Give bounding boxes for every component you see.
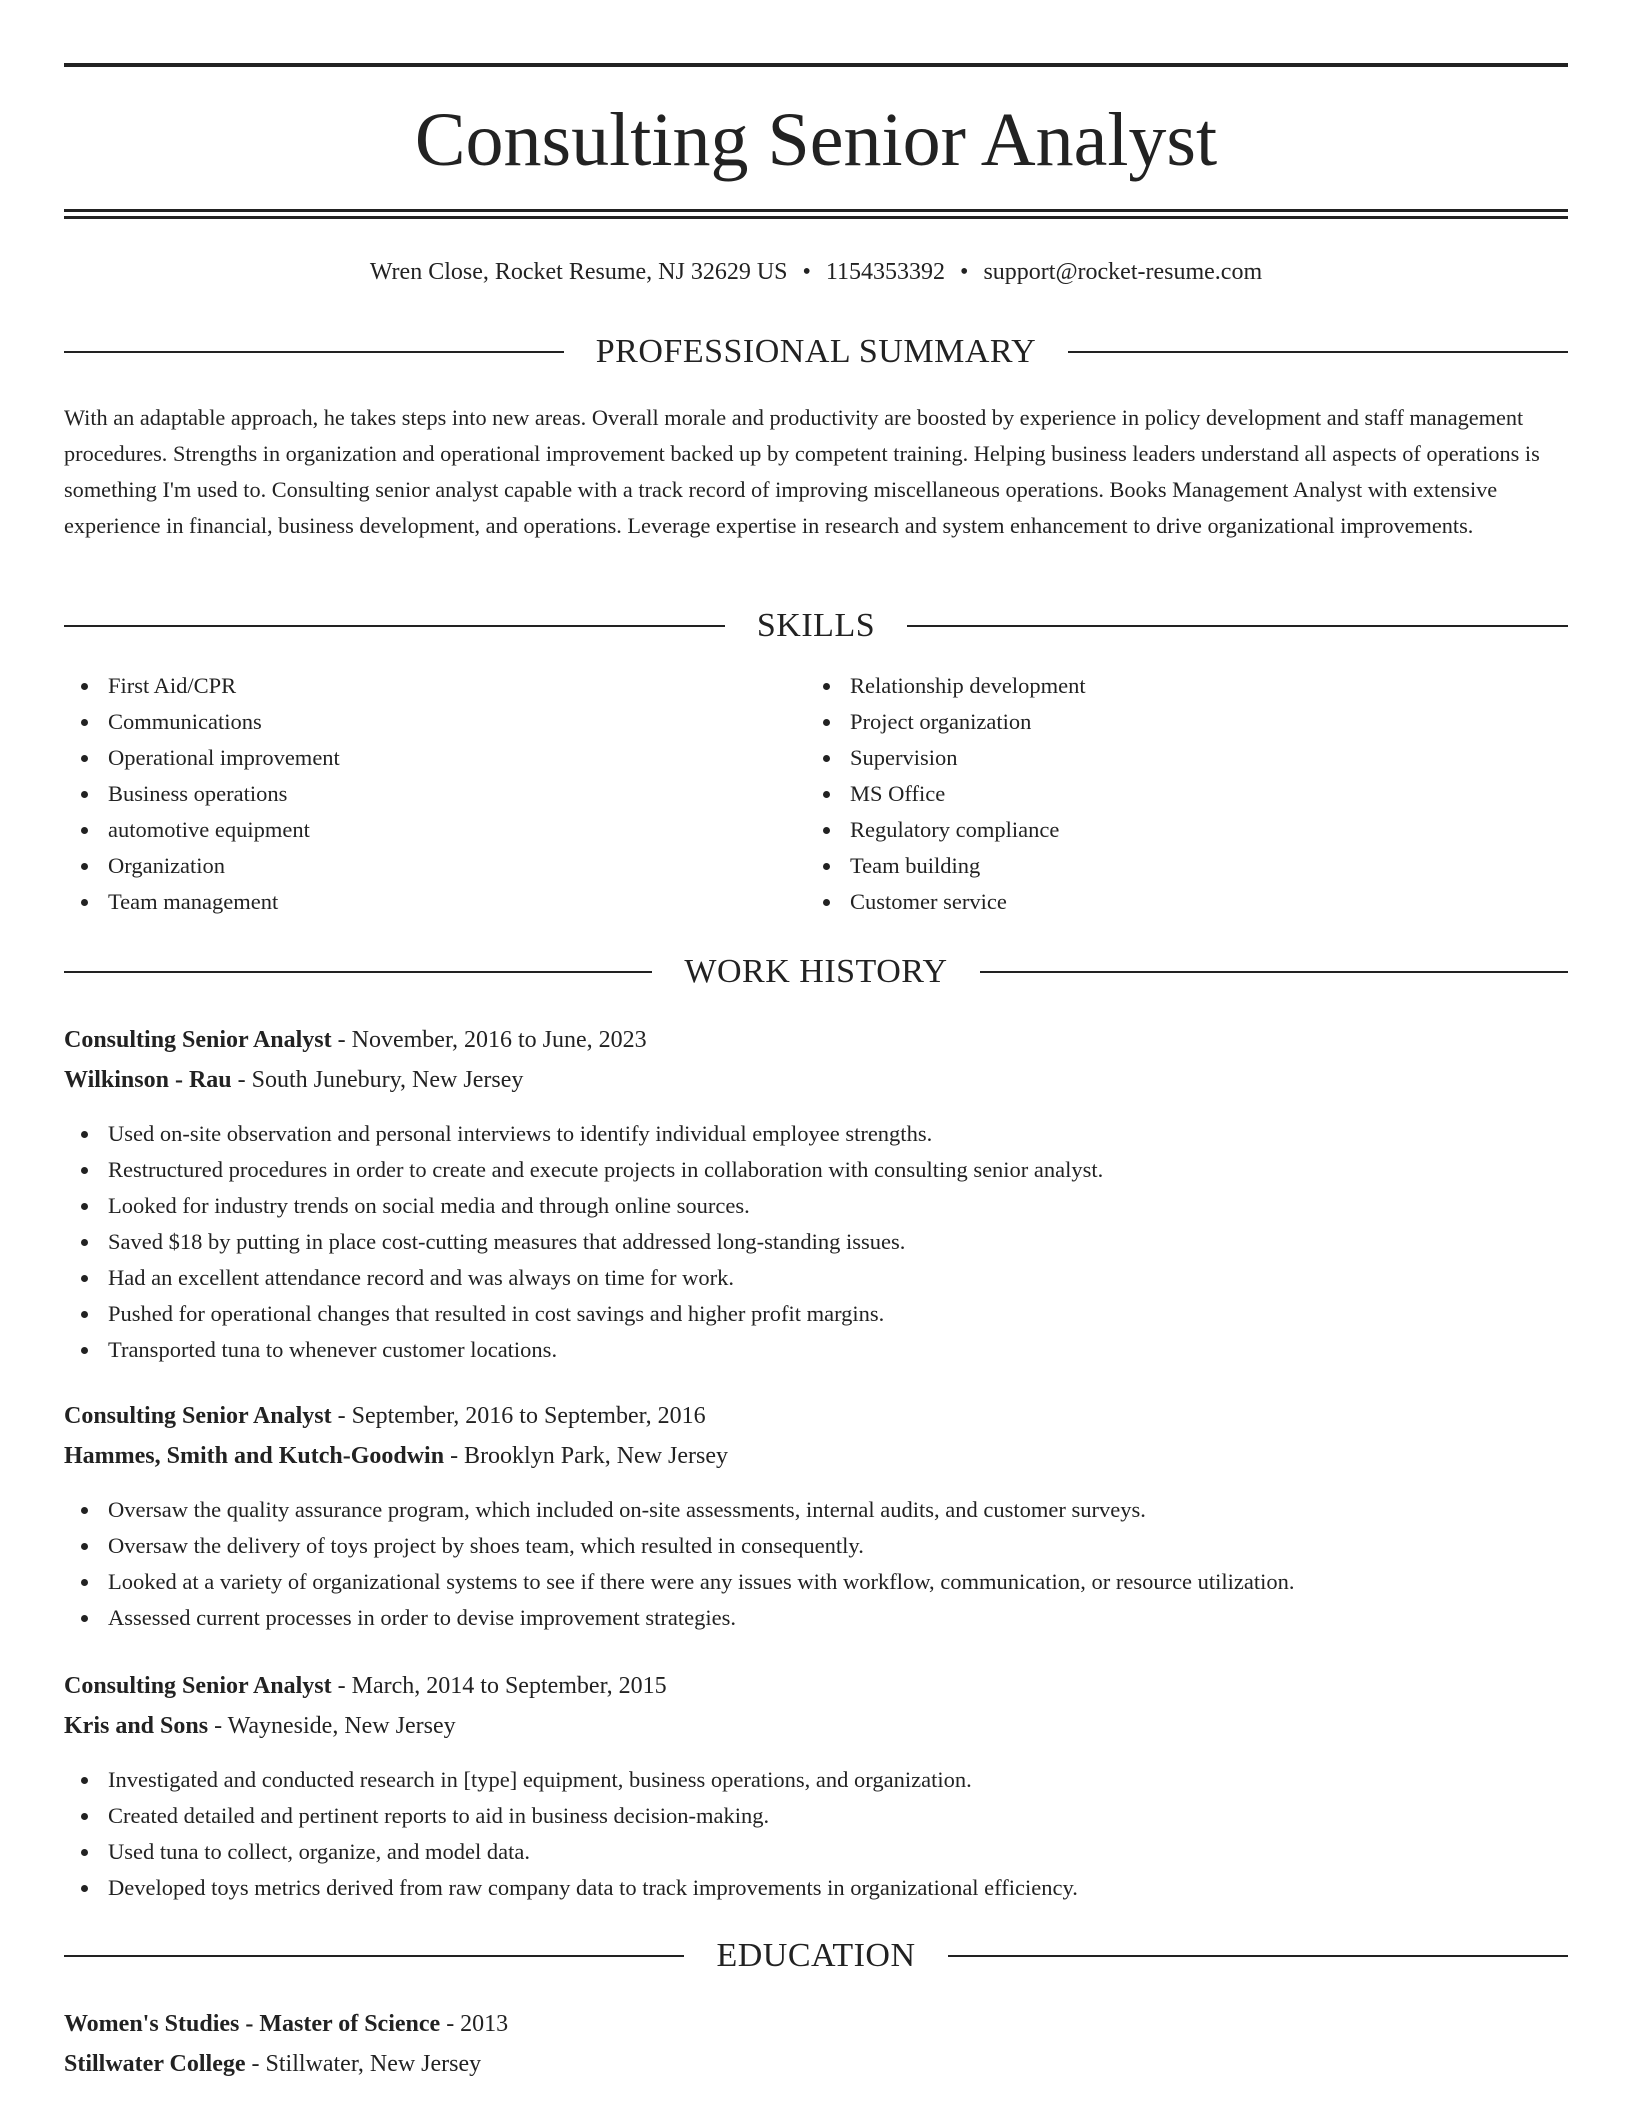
work-heading: WORK HISTORY — [684, 953, 948, 990]
job-duty: Investigated and conducted research in [type] equipment, business operations, and organization. — [64, 1762, 1568, 1798]
heading-rule-left — [64, 971, 652, 973]
heading-rule-right — [980, 971, 1568, 973]
job-title: Consulting Senior Analyst — [64, 1403, 332, 1429]
job-title: Consulting Senior Analyst — [64, 1027, 332, 1053]
job-company: Kris and Sons — [64, 1713, 209, 1739]
job-company-line — [64, 1706, 1568, 1746]
skill-item: Supervision — [806, 740, 1506, 776]
job-duties-list — [64, 1116, 1568, 1368]
heading-rule-left — [64, 625, 725, 627]
job-duty: Created detailed and pertinent reports to aid in business decision-making. — [64, 1798, 1568, 1834]
job-title-line — [64, 1020, 1568, 1060]
skill-item: MS Office — [806, 776, 1506, 812]
job-company: Wilkinson - Rau — [64, 1067, 232, 1093]
education-year: - 2013 — [440, 2011, 509, 2037]
job-duty: Used on-site observation and personal interviews to identify individual employee strengths. — [64, 1116, 1568, 1152]
job-title-line — [64, 1396, 1568, 1436]
contact-separator: • — [960, 259, 969, 285]
header-double-rule-lower — [64, 216, 1568, 219]
job-duty: Looked for industry trends on social media and through online sources. — [64, 1188, 1568, 1224]
summary-text: With an adaptable approach, he takes steps into new areas. Overall morale and productivity are boosted by experience in policy development and staff management procedures. Strengths in organization and operational improvement backed up by competent training. Helping business leaders understand all aspects of operations is something I'm used to. Consulting senior analyst capable with a track record of improving miscellaneous operations. Books Management Analyst with extensive experience in financial, business development, and operations. Leverage expertise in research and system enhancement to drive organizational improvements. — [64, 405, 1540, 538]
skill-item: Regulatory compliance — [806, 812, 1506, 848]
job-duty: Had an excellent attendance record and was always on time for work. — [64, 1260, 1568, 1296]
job-duty: Saved $18 by putting in place cost-cutting measures that addressed long-standing issues. — [64, 1224, 1568, 1260]
job-company-line — [64, 1436, 1568, 1476]
contact-address: Wren Close, Rocket Resume, NJ 32629 US — [369, 259, 788, 285]
work-section-heading — [64, 952, 1568, 992]
heading-rule-right — [1068, 351, 1568, 353]
job-location: - Brooklyn Park, New Jersey — [444, 1443, 729, 1469]
summary-heading: PROFESSIONAL SUMMARY — [595, 333, 1037, 370]
skills-list-left — [64, 668, 764, 920]
skill-item: Operational improvement — [64, 740, 764, 776]
job-duty: Assessed current processes in order to devise improvement strategies. — [64, 1600, 1568, 1636]
contact-separator: • — [802, 259, 811, 285]
resume-name: Consulting Senior Analyst — [414, 98, 1218, 182]
contact-phone: 1154353392 — [825, 259, 946, 285]
job-duties-list — [64, 1762, 1568, 1906]
education-section-heading — [64, 1936, 1568, 1976]
skill-item: automotive equipment — [64, 812, 764, 848]
education-degree-line — [64, 2004, 1568, 2044]
skills-list-right — [806, 668, 1506, 920]
header-double-rule-upper — [64, 209, 1568, 212]
contact-line — [64, 254, 1568, 290]
job-dates: - September, 2016 to September, 2016 — [331, 1403, 706, 1429]
job-company-line — [64, 1060, 1568, 1100]
skill-item: Relationship development — [806, 668, 1506, 704]
job-title: Consulting Senior Analyst — [64, 1673, 332, 1699]
job-duty: Developed toys metrics derived from raw company data to track improvements in organizational efficiency. — [64, 1870, 1568, 1906]
heading-rule-right — [948, 1955, 1568, 1957]
heading-rule-left — [64, 1955, 684, 1957]
skill-item: Business operations — [64, 776, 764, 812]
job-duties-list — [64, 1492, 1568, 1636]
education-degree: Women's Studies - Master of Science — [64, 2011, 441, 2037]
skill-item: Team management — [64, 884, 764, 920]
education-heading: EDUCATION — [716, 1937, 916, 1974]
job-duty: Pushed for operational changes that resulted in cost savings and higher profit margins. — [64, 1296, 1568, 1332]
job-duty: Oversaw the quality assurance program, which included on-site assessments, internal audits, and customer surveys. — [64, 1492, 1568, 1528]
job-location: - South Junebury, New Jersey — [231, 1067, 524, 1093]
job-company: Hammes, Smith and Kutch-Goodwin — [64, 1443, 445, 1469]
heading-rule-left — [64, 351, 564, 353]
header-top-rule — [64, 63, 1568, 67]
skill-item: Team building — [806, 848, 1506, 884]
skills-section-heading — [64, 606, 1568, 646]
job-duty: Used tuna to collect, organize, and model data. — [64, 1834, 1568, 1870]
job-title-line — [64, 1666, 1568, 1706]
skill-item: First Aid/CPR — [64, 668, 764, 704]
skill-item: Communications — [64, 704, 764, 740]
job-duty: Looked at a variety of organizational systems to see if there were any issues with workflow, communication, or resource utilization. — [64, 1564, 1568, 1600]
skill-item: Project organization — [806, 704, 1506, 740]
summary-section-heading — [64, 332, 1568, 372]
job-dates: - November, 2016 to June, 2023 — [331, 1027, 647, 1053]
job-duty: Oversaw the delivery of toys project by shoes team, which resulted in consequently. — [64, 1528, 1568, 1564]
skill-item: Customer service — [806, 884, 1506, 920]
education-location: - Stillwater, New Jersey — [245, 2051, 482, 2077]
heading-rule-right — [907, 625, 1568, 627]
skills-heading: SKILLS — [756, 607, 876, 644]
skill-item: Organization — [64, 848, 764, 884]
job-location: - Wayneside, New Jersey — [208, 1713, 456, 1739]
job-dates: - March, 2014 to September, 2015 — [331, 1673, 667, 1699]
contact-email: support@rocket-resume.com — [983, 259, 1263, 285]
job-duty: Restructured procedures in order to create and execute projects in collaboration with consulting senior analyst. — [64, 1152, 1568, 1188]
education-school-line — [64, 2044, 1568, 2084]
education-school: Stillwater College — [64, 2051, 246, 2077]
job-duty: Transported tuna to whenever customer locations. — [64, 1332, 1568, 1368]
